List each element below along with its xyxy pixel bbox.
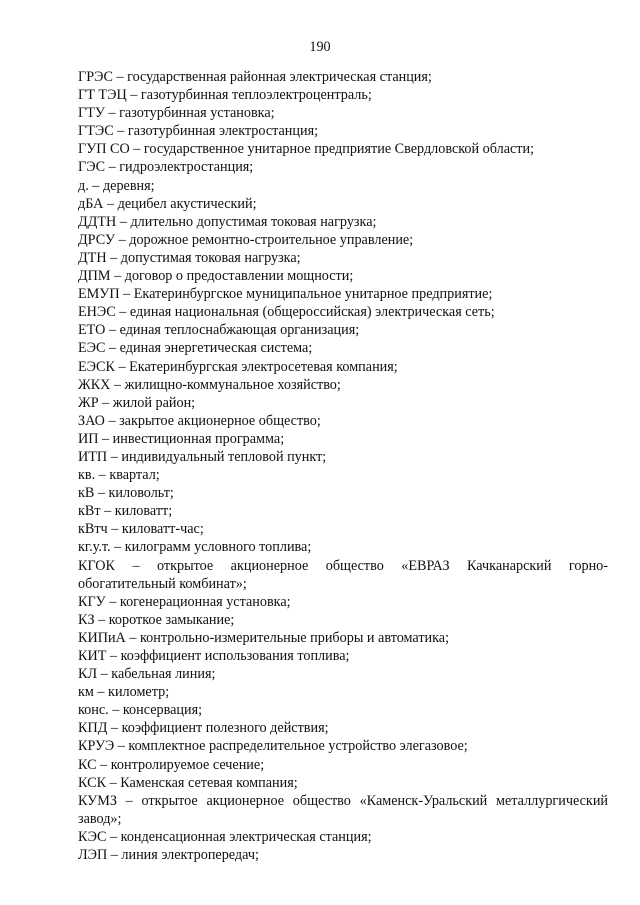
list-item: ГТУ – газотурбинная установка; [78,105,275,122]
list-item: ЕТО – единая теплоснабжающая организация; [78,322,360,339]
list-item: ДДТН – длительно допустимая токовая нагрузка; [78,213,377,230]
list-item: КЭС – конденсационная электрическая станция; [78,828,372,845]
list-item: ИП – инвестиционная программа; [78,430,285,447]
list-item: дБА – децибел акустический; [78,195,257,212]
list-item: КИПиА – контрольно-измерительные приборы и автоматика; [78,629,450,646]
list-item: ЛЭП – линия электропередач; [78,847,259,864]
list-item: ДРСУ – дорожное ремонтно-строительное управление; [78,231,414,248]
list-item: кВт – киловатт; [78,503,173,520]
list-item: ГЭС – гидроэлектростанция; [78,159,254,176]
list-item: КСК – Каменская сетевая компания; [78,774,298,791]
list-item: ГТ ТЭЦ – газотурбинная теплоэлектроцентраль; [78,87,372,104]
page-number: 190 [309,39,331,55]
list-item: ГТЭС – газотурбинная электростанция; [78,123,319,140]
list-item: КРУЭ – комплектное распределительное устройство элегазовое; [78,738,468,755]
list-item: ЖКХ – жилищно-коммунальное хозяйство; [78,376,341,393]
list-item: КЗ – короткое замыкание; [78,611,235,628]
list-item: км – километр; [78,684,170,701]
list-item: конс. – консервация; [78,702,203,719]
list-item: КС – контролируемое сечение; [78,756,265,773]
list-item: КГУ – когенерационная установка; [78,593,291,610]
list-item: ЖР – жилой район; [78,394,196,411]
list-item: КГОК – открытое акционерное общество «ЕВРАЗ Качканарский горно-обогатительный комбинат»; [78,557,608,592]
list-item: кВ – киловольт; [78,485,174,502]
list-item: ГУП СО – государственное унитарное предприятие Свердловской области; [78,141,535,158]
list-item: ИТП – индивидуальный тепловой пункт; [78,448,327,465]
list-item: ЕНЭС – единая национальная (общероссийская) электрическая сеть; [78,304,495,321]
list-item: КУМЗ – открытое акционерное общество «Каменск-Уральский металлургический завод»; [78,792,608,827]
list-item: КИТ – коэффициент использования топлива; [78,648,350,664]
list-item: ЕМУП – Екатеринбургское муниципальное унитарное предприятие; [78,286,493,303]
list-item: ГРЭС – государственная районная электрическая станция; [78,69,432,85]
list-item: ЕЭС – единая энергетическая система; [78,340,313,357]
list-item: кВтч – киловатт-час; [78,521,204,538]
list-item: кг.у.т. – килограмм условного топлива; [78,539,312,556]
list-item: кв. – квартал; [78,467,160,484]
list-item: КПД – коэффициент полезного действия; [78,720,329,737]
abbreviation-list [78,68,608,864]
list-item: ЕЭСК – Екатеринбургская электросетевая компания; [78,358,398,375]
list-item: КЛ – кабельная линия; [78,666,216,683]
list-item: ДПМ – договор о предоставлении мощности; [78,268,354,285]
list-item: ДТН – допустимая токовая нагрузка; [78,249,301,266]
list-item: ЗАО – закрытое акционерное общество; [78,412,321,429]
list-item: д. – деревня; [78,177,155,194]
